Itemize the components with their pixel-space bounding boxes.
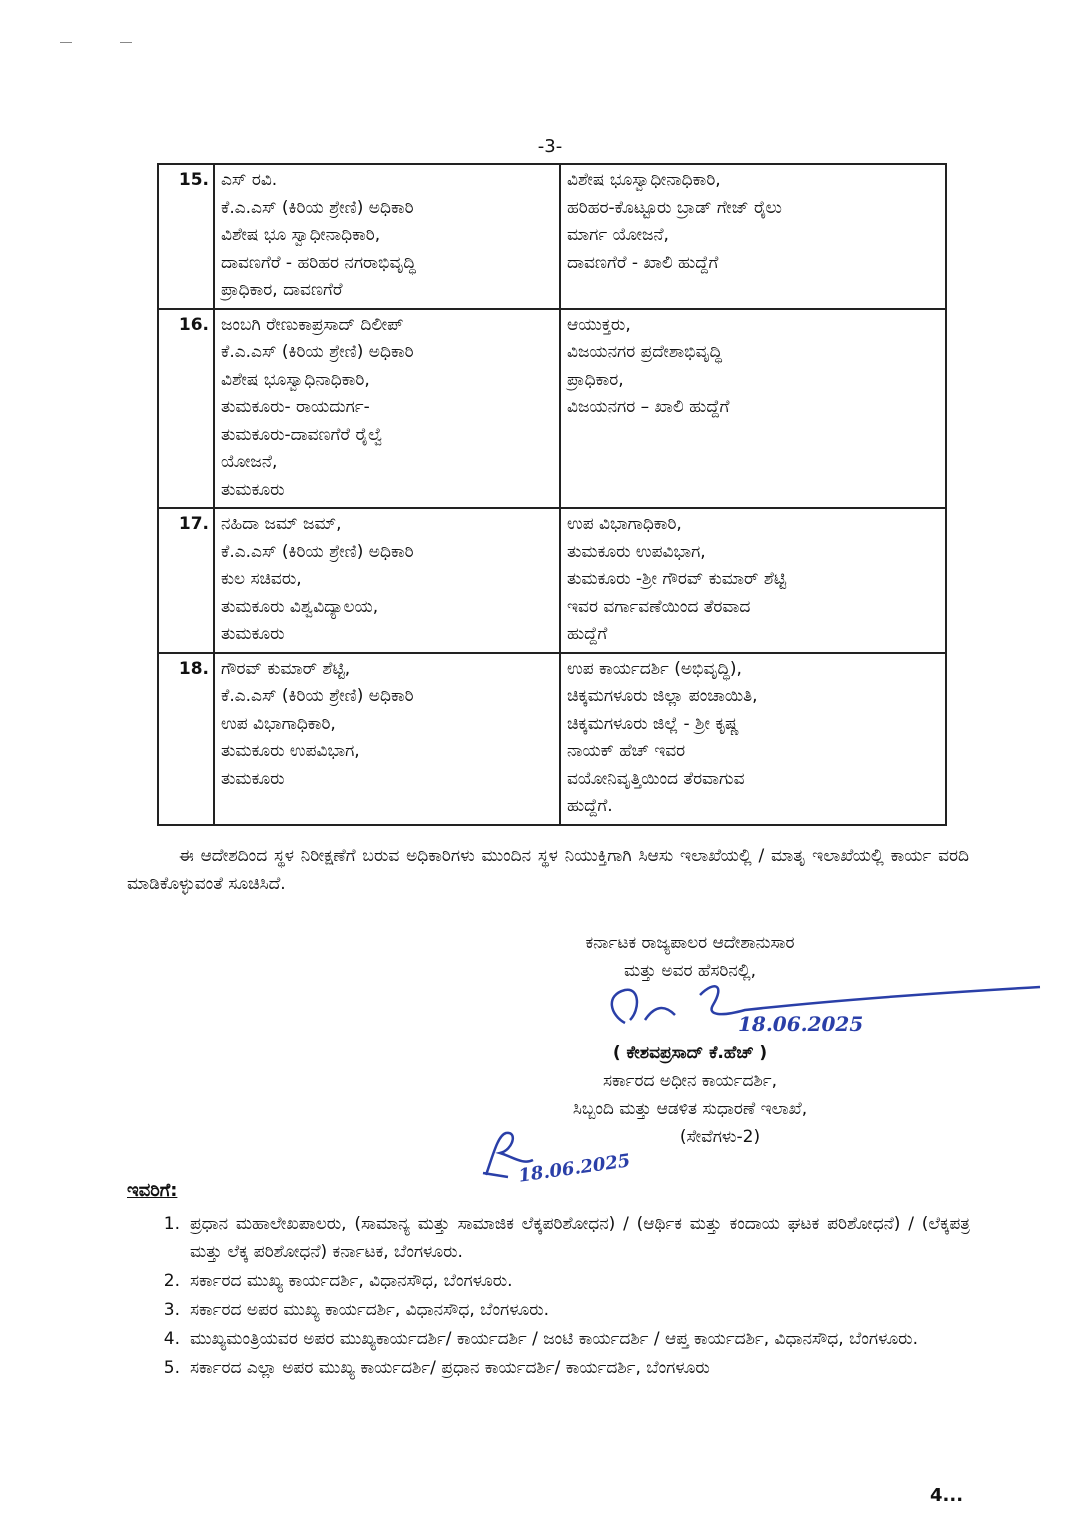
current-post-cell xyxy=(214,164,560,309)
table-row xyxy=(158,164,946,309)
list-item xyxy=(130,1210,970,1266)
copy-to-title: ಇವರಿಗೆ: xyxy=(127,1180,178,1201)
new-post-line: ವಿಜಯನಗರ ಪ್ರದೇಶಾಭಿವೃದ್ಧಿ xyxy=(567,342,722,362)
current-post-line: ತುಮಕೂರು xyxy=(221,479,285,500)
current-post-line: ವಿಶೇಷ ಭೂ ಸ್ವಾಧೀನಾಧಿಕಾರಿ, xyxy=(221,225,381,245)
signature-authority-line1: ಕರ್ನಾಟಕ ರಾಜ್ಯಪಾಲರ ಆದೇಶಾನುಸಾರ xyxy=(585,933,795,953)
new-post-line: ಮಾರ್ಗ ಯೋಜನೆ, xyxy=(567,225,669,245)
list-item xyxy=(130,1354,970,1382)
transfer-table xyxy=(157,163,947,826)
current-post-line: ಕುಲ ಸಚಿವರು, xyxy=(221,569,302,589)
new-post-cell xyxy=(560,164,946,309)
current-post-line: ತುಮಕೂರು-ದಾವಣಗೆರೆ ರೈಲ್ವೆ xyxy=(221,424,383,445)
table-row xyxy=(158,309,946,509)
signatory-department: ಸಿಬ್ಬಂದಿ ಮತ್ತು ಆಡಳಿತ ಸುಧಾರಣೆ ಇಲಾಖೆ, xyxy=(572,1099,808,1119)
list-item-number: 2. xyxy=(163,1271,180,1291)
new-post-line: ನಾಯಕ್ ಹೆಚ್ ಇವರ xyxy=(567,741,686,761)
page-number: -3- xyxy=(537,136,563,157)
current-post-line: ತುಮಕೂರು- ರಾಯದುರ್ಗ- xyxy=(221,397,370,417)
serial-number: 17. xyxy=(158,508,214,653)
new-post-line: ಉಪ ಕಾರ್ಯದರ್ಶಿ (ಅಭಿವೃದ್ಧಿ), xyxy=(567,658,742,679)
signatory-designation: ಸರ್ಕಾರದ ಅಧೀನ ಕಾರ್ಯದರ್ಶಿ, xyxy=(603,1071,777,1091)
list-item-number: 3. xyxy=(163,1300,180,1320)
list-item-text: ಸರ್ಕಾರದ ಅಪರ ಮುಖ್ಯ ಕಾರ್ಯದರ್ಶಿ, ವಿಧಾನಸೌಧ, ಬೆಂಗಳೂರು. xyxy=(190,1300,550,1320)
new-post-line: ವಯೋನಿವೃತ್ತಿಯಿಂದ ತೆರವಾಗುವ xyxy=(567,768,745,789)
new-post-line: ಆಯುಕ್ತರು, xyxy=(567,314,631,335)
list-item xyxy=(130,1325,970,1353)
current-post-line: ತುಮಕೂರು xyxy=(221,768,285,789)
new-post-cell xyxy=(560,309,946,509)
table-row xyxy=(158,653,946,825)
current-post-line: ಪ್ರಾಧಿಕಾರ, ದಾವಣಗೆರೆ xyxy=(221,280,343,300)
new-post-line: ಇವರ ವರ್ಗಾವಣೆಯಿಂದ ತೆರವಾದ xyxy=(567,596,751,617)
current-post-line: ಕೆ.ಎ.ಎಸ್ (ಕಿರಿಯ ಶ್ರೇಣಿ) ಅಧಿಕಾರಿ xyxy=(221,541,414,562)
list-item xyxy=(130,1296,970,1324)
signatory-section: (ಸೇವೆಗಳು-2) xyxy=(679,1127,761,1147)
current-post-line: ತುಮಕೂರು xyxy=(221,624,285,644)
signature-authority-line2: ಮತ್ತು ಅವರ ಹೆಸರಿನಲ್ಲಿ, xyxy=(623,961,757,981)
list-item-number: 4. xyxy=(163,1329,180,1349)
current-post-cell xyxy=(214,653,560,825)
scan-mark xyxy=(60,42,72,43)
new-post-line: ಪ್ರಾಧಿಕಾರ, xyxy=(567,369,624,390)
signature-date: 18.06.2025 xyxy=(738,1012,864,1036)
current-post-line: ನಹಿದಾ ಜಮ್ ಜಮ್, xyxy=(221,514,342,534)
new-post-line: ಚಿಕ್ಕಮಗಳೂರು ಜಿಲ್ಲೆ - ಶ್ರೀ ಕೃಷ್ಣ xyxy=(567,713,739,734)
new-post-cell xyxy=(560,508,946,653)
instruction-text: ಈ ಆದೇಶದಿಂದ ಸ್ಥಳ ನಿರೀಕ್ಷಣೆಗೆ ಬರುವ ಅಧಿಕಾರಿಗಳು ಮುಂದಿನ ಸ್ಥಳ ನಿಯುಕ್ತಿಗಾಗಿ ಸಿಆಸು ಇಲಾಖೆಯಲ್ಲಿ / ಮಾತೃ ಇಲಾಖೆಯಲ್ಲಿ ಕಾರ್ಯ ವರದಿ ಮಾಡಿಕೊಳ್ಳುವಂತೆ ಸೂಚಿಸಿದೆ. xyxy=(127,846,969,894)
new-post-line: ತುಮಕೂರು -ಶ್ರೀ ಗೌರವ್ ಕುಮಾರ್ ಶೆಟ್ಟಿ xyxy=(567,569,787,589)
current-post-cell xyxy=(214,508,560,653)
new-post-line: ವಿಶೇಷ ಭೂಸ್ವಾಧೀನಾಧಿಕಾರಿ, xyxy=(567,170,721,190)
list-item-text: ಮುಖ್ಯಮಂತ್ರಿಯವರ ಅಪರ ಮುಖ್ಯಕಾರ್ಯದರ್ಶಿ/ ಕಾರ್ಯದರ್ಶಿ / ಜಂಟಿ ಕಾರ್ಯದರ್ಶಿ / ಆಪ್ತ ಕಾರ್ಯದರ್ಶಿ, ವಿಧಾನಸೌಧ, ಬೆಂಗಳೂರು. xyxy=(190,1329,918,1349)
current-post-line: ತುಮಕೂರು ವಿಶ್ವವಿದ್ಯಾಲಯ, xyxy=(221,596,379,617)
new-post-line: ಹುದ್ದೆಗೆ xyxy=(567,624,608,644)
next-page-indicator: 4... xyxy=(930,1485,964,1506)
serial-number: 15. xyxy=(158,164,214,309)
initial-date: 18.06.2025 xyxy=(517,1150,632,1187)
serial-number: 18. xyxy=(158,653,214,825)
new-post-line: ಉಪ ವಿಭಾಗಾಧಿಕಾರಿ, xyxy=(567,514,682,534)
new-post-line: ದಾವಣಗೆರೆ - ಖಾಲಿ ಹುದ್ದೆಗೆ xyxy=(567,252,719,273)
new-post-line: ಹುದ್ದೆಗೆ. xyxy=(567,796,613,816)
signatory-name: ( ಕೇಶವಪ್ರಸಾದ್ ಕೆ.ಹೆಚ್ ) xyxy=(612,1043,768,1063)
list-item-text: ಸರ್ಕಾರದ ಎಲ್ಲಾ ಅಪರ ಮುಖ್ಯ ಕಾರ್ಯದರ್ಶಿ/ ಪ್ರಧಾನ ಕಾರ್ಯದರ್ಶಿ/ ಕಾರ್ಯದರ್ಶಿ, ಬೆಂಗಳೂರು xyxy=(190,1358,710,1378)
current-post-line: ತುಮಕೂರು ಉಪವಿಭಾಗ, xyxy=(221,741,360,761)
current-post-line: ಕೆ.ಎ.ಎಸ್ (ಕಿರಿಯ ಶ್ರೇಣಿ) ಅಧಿಕಾರಿ xyxy=(221,342,414,362)
list-item-number: 1. xyxy=(163,1214,180,1234)
current-post-line: ಉಪ ವಿಭಾಗಾಧಿಕಾರಿ, xyxy=(221,713,336,734)
current-post-line: ಕೆ.ಎ.ಎಸ್ (ಕಿರಿಯ ಶ್ರೇಣಿ) ಅಧಿಕಾರಿ xyxy=(221,197,414,218)
list-item xyxy=(130,1267,970,1295)
current-post-line: ದಾವಣಗೆರೆ - ಹರಿಹರ ನಗರಾಭಿವೃದ್ಧಿ xyxy=(221,252,416,273)
current-post-line: ಕೆ.ಎ.ಎಸ್ (ಕಿರಿಯ ಶ್ರೇಣಿ) ಅಧಿಕಾರಿ xyxy=(221,686,414,706)
current-post-cell xyxy=(214,309,560,509)
new-post-cell xyxy=(560,653,946,825)
list-item-text: ಸರ್ಕಾರದ ಮುಖ್ಯ ಕಾರ್ಯದರ್ಶಿ, ವಿಧಾನಸೌಧ, ಬೆಂಗಳೂರು. xyxy=(190,1271,513,1291)
list-item-text: ಪ್ರಧಾನ ಮಹಾಲೇಖಪಾಲರು, (ಸಾಮಾನ್ಯ ಮತ್ತು ಸಾಮಾಜಿಕ ಲೆಕ್ಕಪರಿಶೋಧನ) / (ಆರ್ಥಿಕ ಮತ್ತು ಕಂದಾಯ ಘಟಕ ಪರಿಶೋಧನೆ) / (ಲೆಕ್ಕಪತ್ರ ಮತ್ತು ಲೆಕ್ಕ ಪರಿಶೋಧನೆ) ಕರ್ನಾಟಕ, ಬೆಂಗಳೂರು. xyxy=(190,1214,970,1262)
current-post-line: ಯೋಜನೆ, xyxy=(221,452,278,472)
instruction-paragraph xyxy=(127,842,969,898)
current-post-line: ಎಸ್ ರವಿ. xyxy=(221,170,278,190)
new-post-line: ಚಿಕ್ಕಮಗಳೂರು ಜಿಲ್ಲಾ ಪಂಚಾಯಿತಿ, xyxy=(567,686,758,706)
table-row xyxy=(158,508,946,653)
new-post-line: ತುಮಕೂರು ಉಪವಿಭಾಗ, xyxy=(567,541,706,562)
copy-to-list xyxy=(130,1210,970,1383)
scan-mark xyxy=(120,42,132,43)
new-post-line: ಹರಿಹರ-ಕೊಟ್ಟೂರು ಬ್ರಾಡ್ ಗೇಜ್ ರೈಲು xyxy=(567,197,782,218)
current-post-line: ಗೌರವ್ ಕುಮಾರ್ ಶೆಟ್ಟಿ, xyxy=(221,658,351,679)
new-post-line: ವಿಜಯನಗರ – ಖಾಲಿ ಹುದ್ದೆಗೆ xyxy=(567,397,730,417)
current-post-line: ಜಂಬಗಿ ರೇಣುಕಾಪ್ರಸಾದ್ ದಿಲೀಪ್ xyxy=(221,314,404,335)
list-item-number: 5. xyxy=(163,1358,180,1378)
current-post-line: ವಿಶೇಷ ಭೂಸ್ವಾಧಿನಾಧಿಕಾರಿ, xyxy=(221,369,370,390)
serial-number: 16. xyxy=(158,309,214,509)
